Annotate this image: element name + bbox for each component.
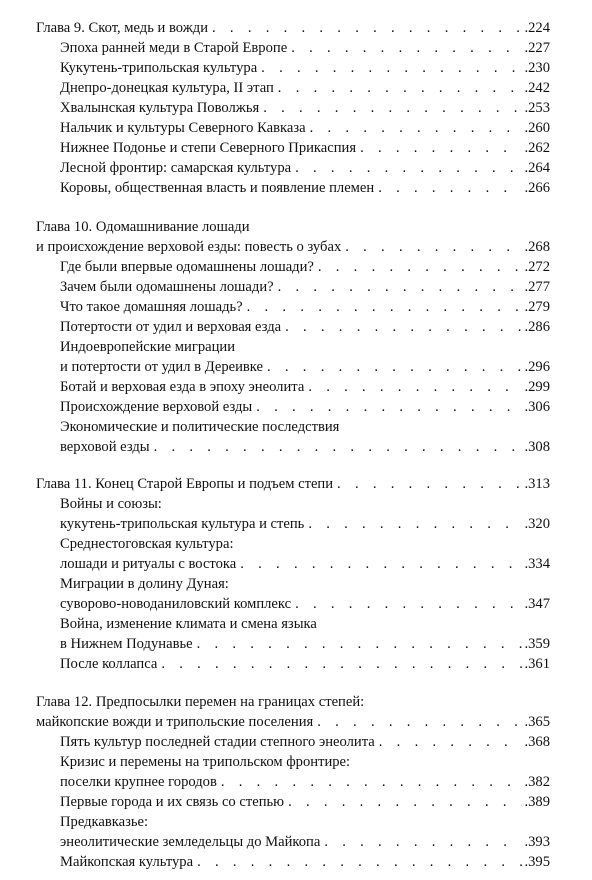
toc-page: .264 <box>522 159 550 179</box>
toc-entry[interactable] <box>60 595 550 615</box>
toc-entry[interactable] <box>60 298 550 318</box>
dot-leader <box>285 318 522 338</box>
toc-page: .279 <box>522 298 550 318</box>
toc-title: Глава 9. Скот, медь и вожди <box>36 19 212 39</box>
toc-page: .227 <box>522 39 550 59</box>
toc-title: Глава 12. Предпосылки перемен на границах степей: <box>36 693 368 713</box>
toc-title: в Нижнем Подунавье <box>60 635 197 655</box>
dot-leader <box>291 39 522 59</box>
toc-title: Войны и союзы: <box>60 495 166 515</box>
toc-entry[interactable] <box>60 79 550 99</box>
toc-page: .347 <box>522 595 550 615</box>
dot-leader <box>337 475 522 495</box>
toc-page: .242 <box>522 79 550 99</box>
toc-entry[interactable] <box>60 438 550 458</box>
dot-leader <box>295 595 522 615</box>
toc-title: и потертости от удил в Дереивке <box>60 358 267 378</box>
toc-entry[interactable] <box>60 139 550 159</box>
toc-title: Экономические и политические последствия <box>60 418 343 438</box>
toc-chapter-heading[interactable] <box>36 693 550 713</box>
dot-leader <box>308 378 522 398</box>
toc-entry[interactable] <box>60 793 550 813</box>
toc-page: .359 <box>522 635 550 655</box>
toc-page: .395 <box>522 853 550 873</box>
toc-page: .277 <box>522 278 550 298</box>
toc-title: Миграции в долину Дуная: <box>60 575 233 595</box>
toc-entry[interactable] <box>60 378 550 398</box>
toc-title: майкопские вожди и трипольские поселения <box>36 713 317 733</box>
toc-title: Кукутень-трипольская культура <box>60 59 261 79</box>
toc-page: .365 <box>522 713 550 733</box>
toc-title: Индоевропейские миграции <box>60 338 239 358</box>
toc-page: .320 <box>522 515 550 535</box>
dot-leader <box>378 179 522 199</box>
toc-title: Война, изменение климата и смена языка <box>60 615 321 635</box>
toc-page: .306 <box>522 398 550 418</box>
toc-entry[interactable] <box>60 338 550 358</box>
dot-leader <box>197 635 523 655</box>
dot-leader <box>317 713 522 733</box>
dot-leader <box>308 515 522 535</box>
toc-page: .268 <box>522 238 550 258</box>
toc-chapter-heading[interactable] <box>36 218 550 238</box>
toc-title: энеолитические земледельцы до Майкопа <box>60 833 324 853</box>
toc-title: Нальчик и культуры Северного Кавказа <box>60 119 310 139</box>
dot-leader <box>295 159 522 179</box>
toc-title: кукутень-трипольская культура и степь <box>60 515 308 535</box>
dot-leader <box>324 833 522 853</box>
toc-page: .272 <box>522 258 550 278</box>
toc-entry[interactable] <box>60 615 550 635</box>
toc-page: .334 <box>522 555 550 575</box>
toc-title: Потертости от удил и верховая езда <box>60 318 285 338</box>
toc-page: .230 <box>522 59 550 79</box>
toc-title: Хвалынская культура Поволжья <box>60 99 263 119</box>
toc-title: Глава 11. Конец Старой Европы и подъем степи <box>36 475 337 495</box>
toc-title: Где были впервые одомашнены лошади? <box>60 258 318 278</box>
toc-page: .286 <box>522 318 550 338</box>
dot-leader <box>288 793 522 813</box>
toc-entry[interactable] <box>60 733 550 753</box>
toc-title: верховой езды <box>60 438 154 458</box>
toc-entry[interactable] <box>60 753 550 773</box>
toc-entry[interactable] <box>60 833 550 853</box>
toc-entry[interactable] <box>60 773 550 793</box>
toc-entry[interactable] <box>60 119 550 139</box>
toc-entry[interactable] <box>60 515 550 535</box>
dot-leader <box>345 238 522 258</box>
toc-title: лошади и ритуалы с востока <box>60 555 240 575</box>
toc-title: Зачем были одомашнены лошади? <box>60 278 278 298</box>
dot-leader <box>263 99 522 119</box>
toc-title: Первые города и их связь со степью <box>60 793 288 813</box>
dot-leader <box>161 655 522 675</box>
toc-page: .313 <box>522 475 550 495</box>
dot-leader <box>221 773 523 793</box>
toc-page: .382 <box>522 773 550 793</box>
toc-entry[interactable] <box>60 635 550 655</box>
toc-page: .266 <box>522 179 550 199</box>
dot-leader <box>212 19 522 39</box>
toc-page: .393 <box>522 833 550 853</box>
toc-chapter-heading[interactable] <box>36 475 550 495</box>
toc-entry[interactable] <box>60 555 550 575</box>
toc-title: После коллапса <box>60 655 161 675</box>
toc-chapter-heading[interactable] <box>36 238 550 258</box>
toc-page: .368 <box>522 733 550 753</box>
dot-leader <box>261 59 522 79</box>
toc-title: суворово-новоданиловский комплекс <box>60 595 295 615</box>
toc-entry[interactable] <box>60 358 550 378</box>
toc-entry[interactable] <box>60 535 550 555</box>
toc-entry[interactable] <box>60 278 550 298</box>
toc-title: Ботай и верховая езда в эпоху энеолита <box>60 378 308 398</box>
toc-entry[interactable] <box>60 575 550 595</box>
toc-entry[interactable] <box>60 655 550 675</box>
toc-page: .361 <box>522 655 550 675</box>
toc-entry[interactable] <box>60 179 550 199</box>
dot-leader <box>197 853 522 873</box>
toc-title: Кризис и перемены на трипольском фронтире: <box>60 753 354 773</box>
dot-leader <box>318 258 523 278</box>
dot-leader <box>278 278 523 298</box>
toc-title: Пять культур последней стадии степного энеолита <box>60 733 379 753</box>
toc-entry[interactable] <box>60 813 550 833</box>
toc-page: .253 <box>522 99 550 119</box>
dot-leader <box>247 298 523 318</box>
toc-entry[interactable] <box>60 39 550 59</box>
toc-title: Что такое домашняя лошадь? <box>60 298 247 318</box>
toc-title: Среднестоговская культура: <box>60 535 238 555</box>
dot-leader <box>267 358 522 378</box>
toc-entry[interactable] <box>60 318 550 338</box>
toc-title: Днепро-донецкая культура, II этап <box>60 79 278 99</box>
dot-leader <box>360 139 522 159</box>
dot-leader <box>240 555 522 575</box>
toc-entry[interactable] <box>60 853 550 873</box>
dot-leader <box>256 398 522 418</box>
toc-chapter-heading[interactable] <box>36 713 550 733</box>
toc-entry[interactable] <box>60 258 550 278</box>
toc-page: .299 <box>522 378 550 398</box>
toc-title: Майкопская культура <box>60 853 197 873</box>
toc-chapter-heading[interactable] <box>36 19 550 39</box>
toc-title: Коровы, общественная власть и появление племен <box>60 179 378 199</box>
toc-page: .296 <box>522 358 550 378</box>
toc-entry[interactable] <box>60 398 550 418</box>
toc-title: Нижнее Подонье и степи Северного Прикаспия <box>60 139 360 159</box>
toc-entry[interactable] <box>60 495 550 515</box>
dot-leader <box>379 733 523 753</box>
dot-leader <box>278 79 523 99</box>
toc-entry[interactable] <box>60 59 550 79</box>
dot-leader <box>154 438 523 458</box>
toc-entry[interactable] <box>60 418 550 438</box>
toc-page: .224 <box>522 19 550 39</box>
toc-entry[interactable] <box>60 99 550 119</box>
toc-page: .262 <box>522 139 550 159</box>
toc-page: .389 <box>522 793 550 813</box>
dot-leader <box>310 119 523 139</box>
toc-title: Происхождение верховой езды <box>60 398 256 418</box>
toc-page: .260 <box>522 119 550 139</box>
toc-title: поселки крупнее городов <box>60 773 221 793</box>
toc-title: Предкавказье: <box>60 813 152 833</box>
toc-title: и происхождение верховой езды: повесть о зубах <box>36 238 345 258</box>
toc-page: .308 <box>522 438 550 458</box>
toc-title: Глава 10. Одомашнивание лошади <box>36 218 254 238</box>
toc-title: Лесной фронтир: самарская культура <box>60 159 295 179</box>
toc-title: Эпоха ранней меди в Старой Европе <box>60 39 291 59</box>
toc-entry[interactable] <box>60 159 550 179</box>
